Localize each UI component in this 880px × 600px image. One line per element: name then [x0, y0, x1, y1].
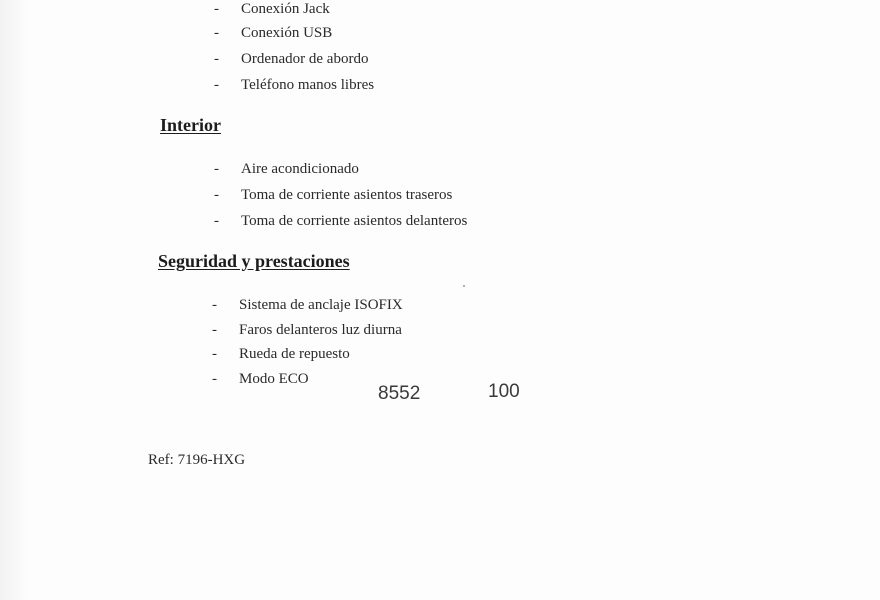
bullet-dash: -	[212, 371, 217, 387]
list-item-text: Conexión USB	[241, 25, 333, 41]
safety-heading: Seguridad y prestaciones	[158, 251, 350, 271]
list-item-text: Ordenador de abordo	[241, 51, 369, 67]
list-item-text: Rueda de repuesto	[239, 346, 350, 362]
list-item-text: Teléfono manos libres	[241, 77, 375, 93]
bullet-dash: -	[214, 161, 219, 177]
list-item-text: Toma de corriente asientos delanteros	[241, 213, 468, 229]
bullet-dash: -	[214, 25, 219, 41]
bullet-dash: -	[214, 1, 219, 17]
number-first: 8552	[378, 383, 421, 404]
scan-speck	[463, 285, 465, 287]
list-item-text: Toma de corriente asientos traseros	[241, 187, 453, 203]
interior-heading: Interior	[160, 115, 221, 135]
scan-edge-shadow	[0, 0, 28, 600]
list-item-text: Conexión Jack	[241, 1, 330, 17]
bullet-dash: -	[214, 213, 219, 229]
bullet-dash: -	[212, 346, 217, 362]
bullet-dash: -	[212, 322, 217, 338]
list-item-text: Faros delanteros luz diurna	[239, 322, 402, 338]
reference-code: Ref: 7196-HXG	[148, 452, 246, 468]
list-item-text: Modo ECO	[239, 371, 309, 387]
list-item-text: Sistema de anclaje ISOFIX	[239, 297, 403, 313]
bullet-dash: -	[214, 51, 219, 67]
bullet-dash: -	[212, 297, 217, 313]
number-second: 100	[488, 381, 520, 402]
list-item-text: Aire acondicionado	[241, 161, 359, 177]
bullet-dash: -	[214, 187, 219, 203]
bullet-dash: -	[214, 77, 219, 93]
